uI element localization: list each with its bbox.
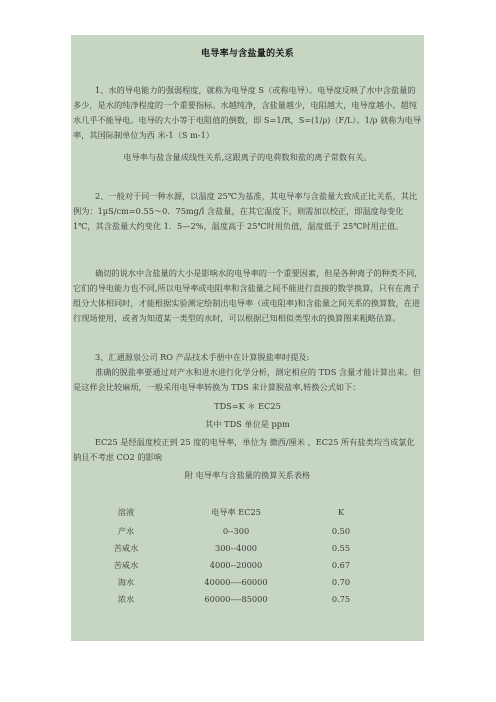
- table-header-cell: K: [337, 507, 345, 517]
- formula: TDS=K ＊ EC25: [214, 401, 281, 411]
- table-cell: 300--4000: [215, 543, 257, 553]
- paragraph-1: 1、水的导电能力的强弱程度，就称为电导度 S（或称电导）。电导度反映了水中含盐量的多少，是水的纯净程度的一个重要指标。水越纯净，含盐量越少，电阻越大，电导度越小。超纯水几乎不能导电。电导的大小等于电阻值的倒数，即 S=1/R，S=(1/ρ)（F/L）。1/ρ 就称为电导率，其国际制单位为西 米-1（S m-1）: [73, 85, 422, 140]
- table-cell: 海水: [117, 577, 135, 587]
- table-cell: 0.67: [331, 560, 351, 570]
- table-cell: 苦咸水: [113, 560, 139, 570]
- table-cell: 产水: [117, 526, 135, 536]
- document-panel: [71, 35, 424, 641]
- page-title: 电导率与含盐量的关系: [200, 49, 294, 59]
- table-header-row: [71, 501, 424, 523]
- paragraph-3: 确切的说水中含盐量的大小是影响水的电导率的一个重要因素，但是各种离子的种类不同,它们的导电能力也不同,所以电导率或电阻率和含盐量之间不能进行直接的数学换算，只有在离子组分大体相同时，才能根据实验测定绘制出电导率（或电阻率)和含盐量之间关系的换算数，在进行现场使用，或者为知道某一类型的水时，可以根据已知相似类型水的换算图来粗略估算。: [73, 268, 421, 323]
- table-row: [71, 523, 424, 540]
- table-header-cell: 电导率 EC25: [211, 507, 261, 517]
- table-header-cell: 溶液: [117, 507, 135, 517]
- paragraph-1b: 电导率与盐含量成线性关系,这跟离子的电荷数和盐的离子常数有关。: [123, 152, 372, 162]
- table-cell: 0.75: [331, 594, 351, 604]
- paragraph-5: 准确的脱盐率要通过对产水和进水进行化学分析，测定相应的 TDS 含量才能计算出来。但是这样会比较麻烦，一般采用电导率转换为 TDS 来计算脱盐率,转换公式如下：: [73, 367, 421, 392]
- table-row: [71, 557, 424, 574]
- table-cell: 60000----85000: [204, 594, 268, 604]
- table-cell: 0.70: [331, 577, 351, 587]
- table-cell: 0.55: [331, 543, 351, 553]
- conversion-table: [71, 501, 424, 608]
- table-cell: 苦咸水: [113, 543, 139, 553]
- table-row: [71, 540, 424, 557]
- table-cell: 0.50: [331, 526, 351, 536]
- paragraph-2: 2、一般对于同一种水源，以温度 25℃为基准，其电导率与含盐量大致成正比关系，其比例为：1μS/cm=0.55～0．75mg/l 含盐量，在其它温度下，则需加以校正，即温度每变化 1℃，其含盐量大约变化 1．5—2%，温度高于 25℃时用负值，温度低于 25℃时用正值。: [73, 191, 418, 231]
- table-cell: 浓水: [117, 594, 135, 604]
- table-cell: 0--300: [222, 526, 250, 536]
- formula-note: 其中 TDS 单位是 ppm: [205, 419, 290, 429]
- table-row: [71, 574, 424, 591]
- table-cell: 40000----60000: [204, 577, 268, 587]
- table-row: [71, 591, 424, 608]
- paragraph-4: 3、汇通源泉公司 RO 产品技术手册中在计算脱盐率时提及:: [95, 352, 310, 362]
- paragraph-6: EC25 是经温度校正到 25 度的电导率，单位为 微西/厘米 ，EC25 所有盐类均当成氯化钠且不考虑 CO2 的影响: [73, 437, 415, 462]
- table-cell: 4000--20000: [209, 560, 263, 570]
- table-caption: 附 电导率与含盐量的换算关系表格: [184, 470, 311, 480]
